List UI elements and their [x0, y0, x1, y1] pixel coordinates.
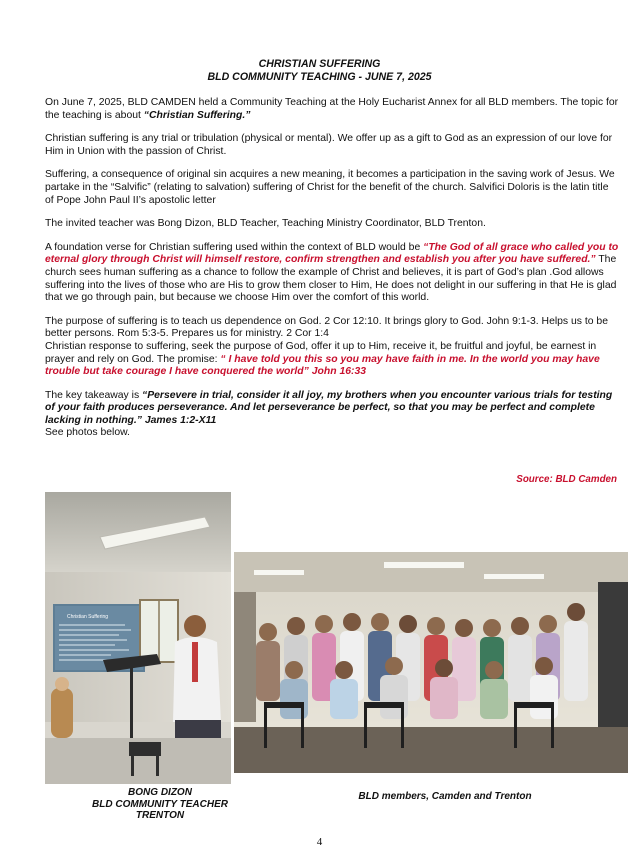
teacher-photo — [45, 492, 231, 784]
takeaway-intro: The key takeaway is — [45, 389, 143, 401]
paragraph-takeaway — [45, 390, 620, 440]
caption-location: TRENTON — [135, 810, 185, 821]
group-photo-image — [234, 552, 628, 773]
paragraph-teacher: The invited teacher was Bong Dizon, BLD Teacher, Teaching Ministry Coordinator, BLD Trenton. — [45, 218, 486, 230]
group-photo — [234, 552, 628, 773]
caption-role: BLD COMMUNITY TEACHER — [92, 798, 228, 810]
paragraph-salvific: Suffering, a consequence of original sin acquires a new meaning, it becomes a participation in the saving work of Jesus. We partake in the “Salvific” (relating to salvation) suffering of Christ for the benefit of the church. Salvifici Doloris is the latin title of Pope John Paul II’s apostolic letter — [45, 169, 615, 206]
paragraph-foundation-verse — [45, 242, 620, 305]
paragraph-intro — [45, 97, 620, 122]
response-text: Christian response to suffering, seek the purpose of God, offer it up to Him, receive it, be fruitful and joyful, be earnest in prayer and rely on God. The promise: — [45, 340, 597, 365]
intro-text: On June 7, 2025, BLD CAMDEN held a Community Teaching at the Holy Eucharist Annex for all BLD members. The topic for the teaching is about — [45, 97, 619, 121]
article-body — [45, 97, 620, 451]
see-photos-note: See photos below. — [45, 427, 130, 439]
paragraph-definition: Christian suffering is any trial or tribulation (physical or mental). We offer up as a gift to God as an expression of our love for Him in Union with the passion of Christ. — [45, 133, 613, 157]
promise-quote: “ I have told you this so you may have faith in me. In the world you may have trouble but take courage I have conquered the world” John 16:33 — [45, 353, 600, 378]
paragraph-purpose — [45, 316, 620, 379]
page-number: 4 — [316, 836, 323, 848]
purpose-text: The purpose of suffering is to teach us dependence on God. 2 Cor 12:10. It brings glory to God. John 9:1-3. Helps us to be better persons. Rom 5:3-5. Prepares us for ministry. 2 Cor 1:4 — [45, 315, 608, 340]
takeaway-quote: “Persevere in trial, consider it all joy, my brothers when you encounter various trials for testing of your faith produces perseverance. And let perseverance be perfect, so that you may be perfect and complete lacking in nothing.” James 1:2-X11 — [45, 389, 613, 426]
source-credit: Source: BLD Camden — [516, 474, 617, 485]
verse-explanation: The church sees human suffering as a chance to follow the example of Christ and believes, it is part of God’s plan .God allows suffering into the lives of those who are His to grow them closer to Him, He does not delight in our suffering in that He is glad that we go through pain, but because we choose Him over the comfort of this world. — [45, 254, 617, 304]
teacher-photo-image — [45, 492, 231, 784]
article-subtitle: BLD COMMUNITY TEACHING - JUNE 7, 2025 — [207, 71, 432, 83]
slide-title: Christian Suffering — [67, 614, 109, 620]
article-title: CHRISTIAN SUFFERING — [258, 58, 381, 70]
teacher-photo-caption — [80, 787, 240, 822]
verse-quote: “The God of all grace who called you to eternal glory through Christ will himself restore, confirm strengthen and establish you after you have suffered.” — [45, 241, 619, 266]
caption-name: BONG DIZON — [128, 787, 192, 798]
topic-emphasis: “Christian Suffering.” — [143, 109, 251, 121]
verse-intro: A foundation verse for Christian suffering used within the context of BLD would be — [45, 241, 424, 253]
group-photo-caption: BLD members, Camden and Trenton — [358, 791, 532, 802]
